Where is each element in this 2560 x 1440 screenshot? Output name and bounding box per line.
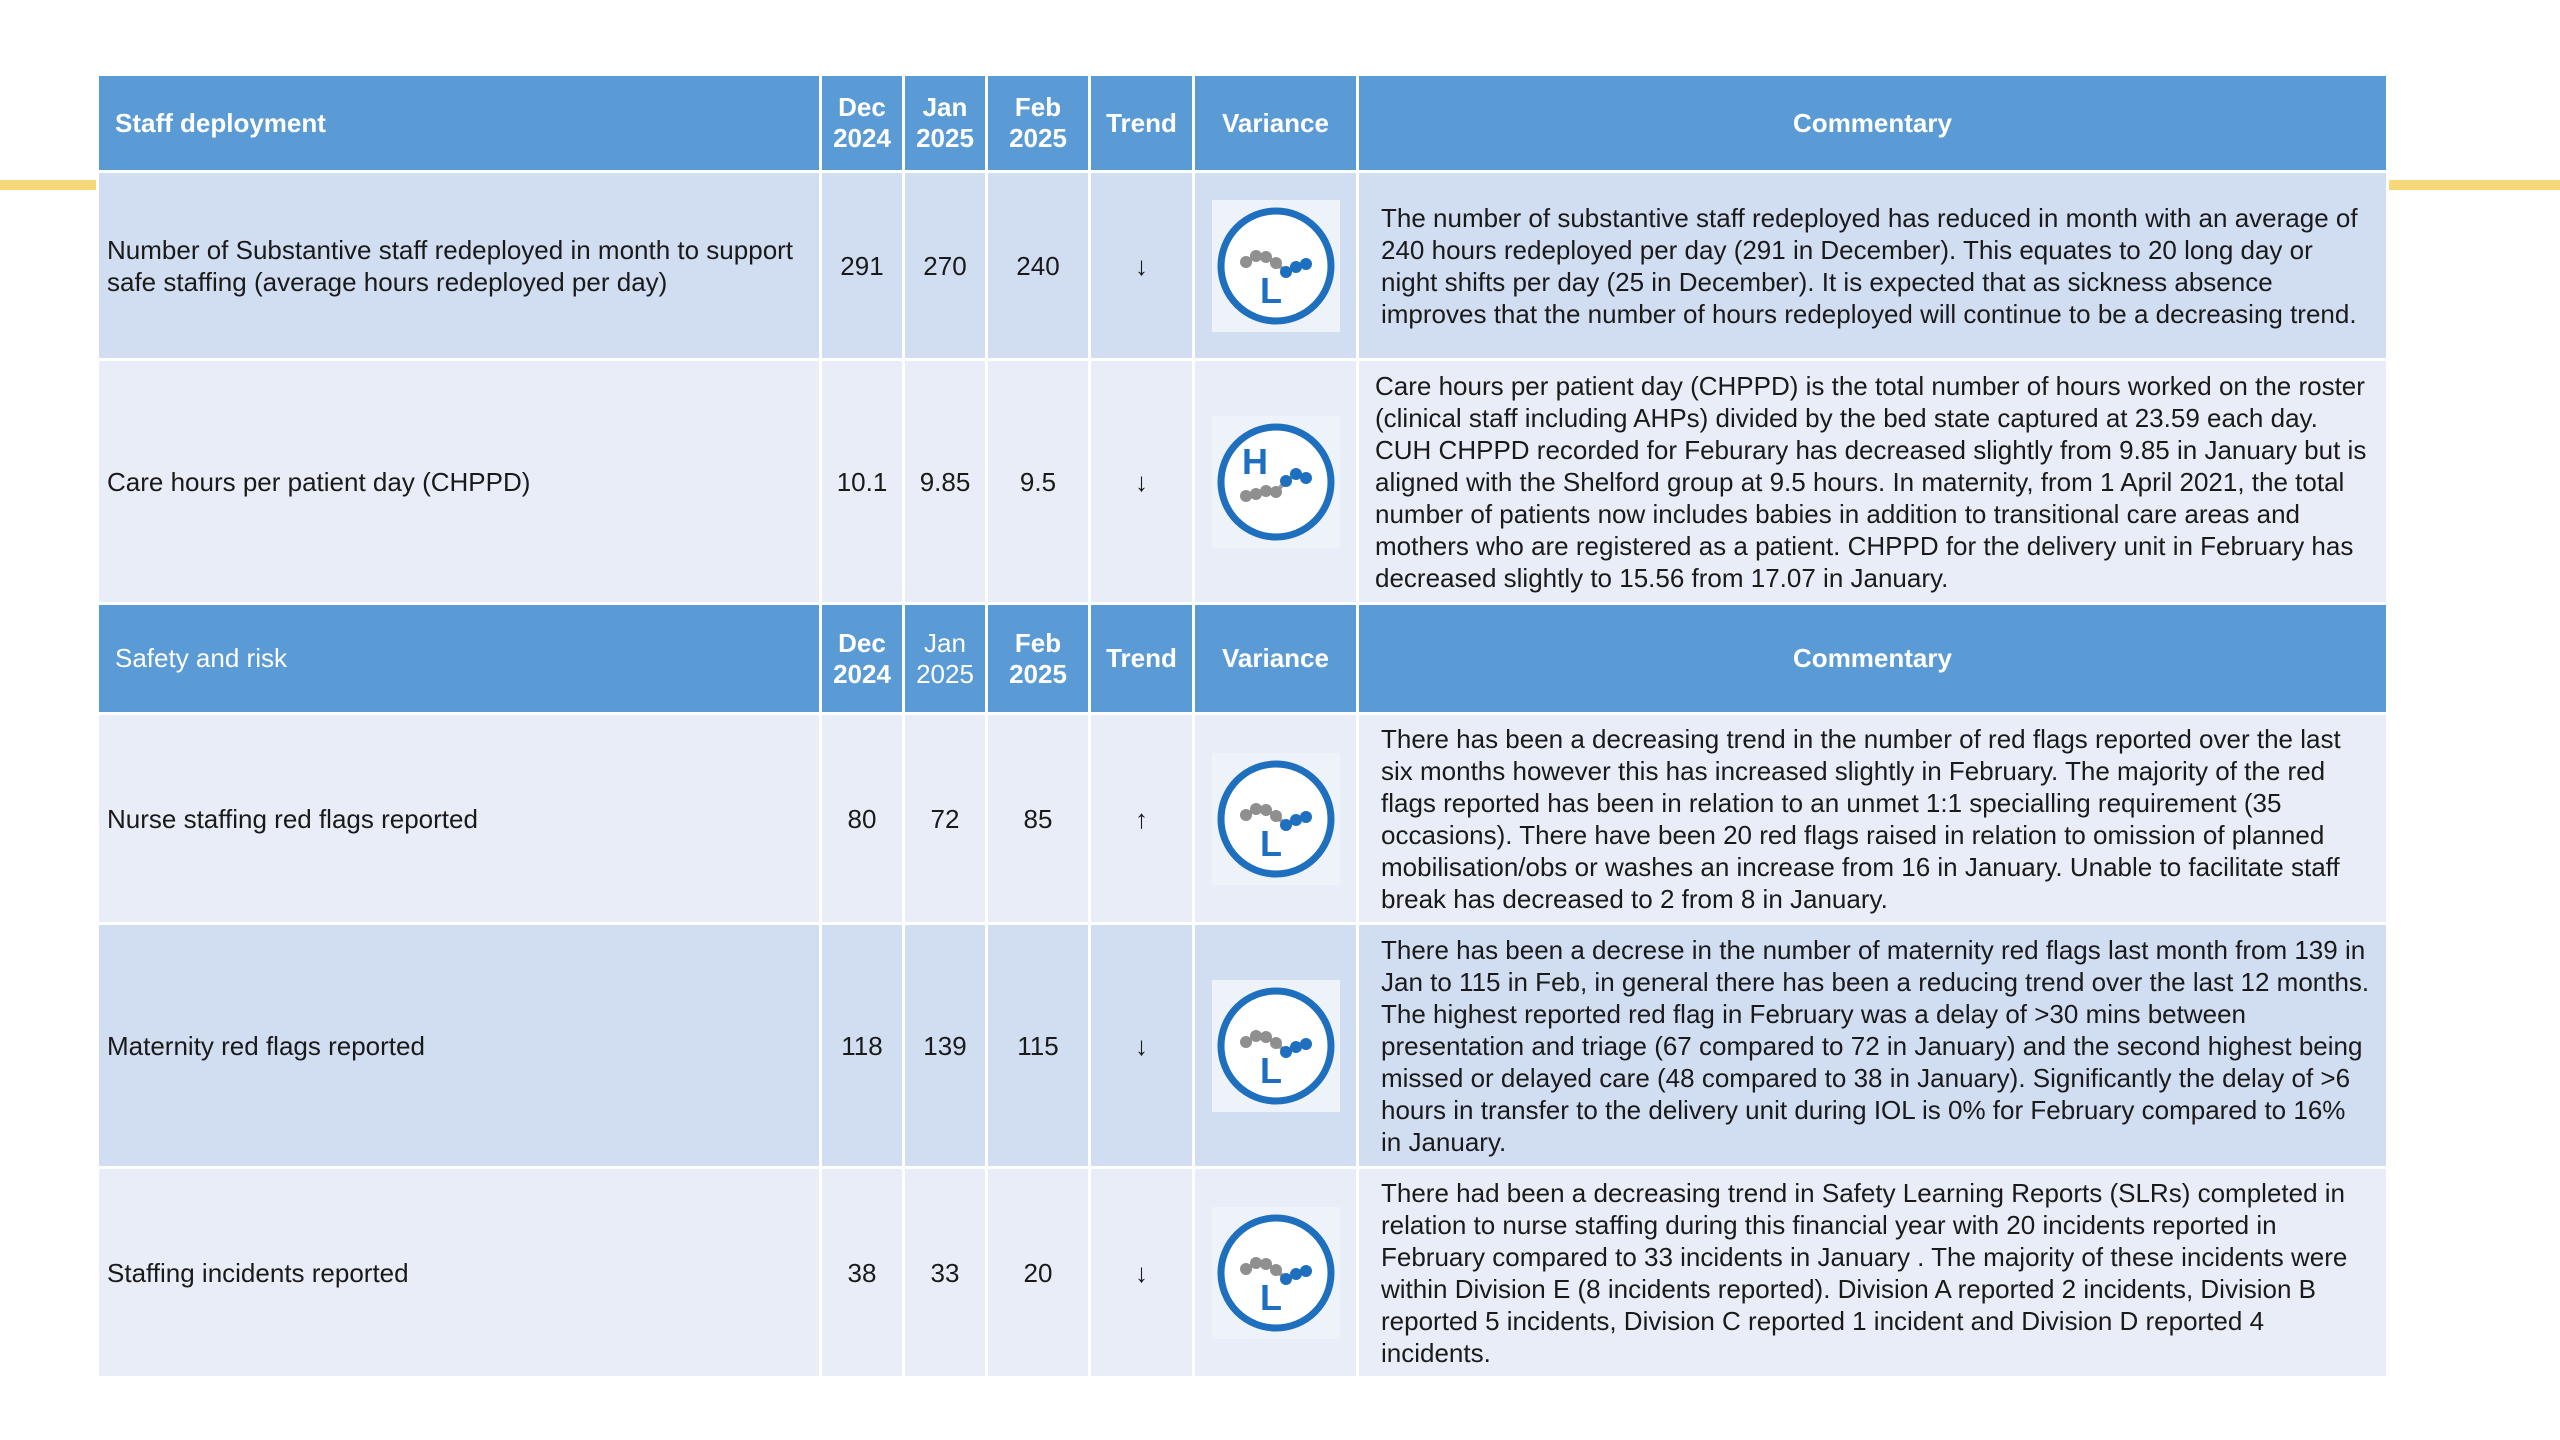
value-dec: 291 <box>821 172 904 360</box>
variance-low-icon <box>1212 1207 1340 1339</box>
section-title: Safety and risk <box>98 604 821 714</box>
col-trend: Trend <box>1090 75 1194 172</box>
table-row <box>98 924 2388 1168</box>
value-feb: 85 <box>987 714 1090 924</box>
section-header-safety-and-risk <box>98 604 2388 714</box>
table-row <box>98 172 2388 360</box>
table-row <box>98 360 2388 604</box>
metric-label: Care hours per patient day (CHPPD) <box>98 360 821 604</box>
metric-label: Number of Substantive staff redeployed in month to support safe staffing (average hours redeployed per day) <box>98 172 821 360</box>
svg-text:L: L <box>1259 1049 1282 1091</box>
value-jan: 9.85 <box>904 360 987 604</box>
col-commentary: Commentary <box>1358 75 2388 172</box>
value-feb: 240 <box>987 172 1090 360</box>
value-dec: 10.1 <box>821 360 904 604</box>
col-variance: Variance <box>1194 604 1358 714</box>
metric-label: Staffing incidents reported <box>98 1168 821 1378</box>
value-feb: 9.5 <box>987 360 1090 604</box>
value-dec: 80 <box>821 714 904 924</box>
col-jan-2025: Jan 2025 <box>904 604 987 714</box>
table-row <box>98 1168 2388 1378</box>
value-dec: 118 <box>821 924 904 1168</box>
decorative-line-left <box>0 180 100 190</box>
commentary-text: There has been a decreasing trend in the number of red flags reported over the last six months however this has increased slightly in February. The majority of the red flags reported has been in relation to an unmet 1:1 specialling requirement (35 occasions). There have been 20 red flags raised in relation to omission of planned mobilisation/obs or washes an increase from 16 in January. Unable to facilitate staff break has decreased to 2 from 8 in January. <box>1358 714 2388 924</box>
staffing-report-table <box>96 73 2389 1379</box>
metric-label: Nurse staffing red flags reported <box>98 714 821 924</box>
commentary-text: The number of substantive staff redeployed has reduced in month with an average of 240 hours redeployed per day (291 in December). This equates to 20 long day or night shifts per day (25 in December). It is expected that as sickness absence improves that the number of hours redeployed will continue to be a decreasing trend. <box>1358 172 2388 360</box>
decorative-line-right <box>2388 180 2560 190</box>
value-dec: 38 <box>821 1168 904 1378</box>
trend-down-arrow: ↓ <box>1090 1168 1194 1378</box>
col-feb-2025: Feb 2025 <box>987 75 1090 172</box>
variance-high-icon <box>1212 416 1340 548</box>
col-variance: Variance <box>1194 75 1358 172</box>
trend-down-arrow: ↓ <box>1090 360 1194 604</box>
trend-down-arrow: ↓ <box>1090 924 1194 1168</box>
commentary-text: Care hours per patient day (CHPPD) is the total number of hours worked on the roster (clinical staff including AHPs) divided by the bed state captured at 23.59 each day. CUH CHPPD recorded for Feburary has decreased slightly from 9.85 in January but is aligned with the Shelford group at 9.5 hours. In maternity, from 1 April 2021, the total number of patients now includes babies in addition to transitional care areas and mothers who are registered as a patient. CHPPD for the delivery unit in February has decreased slightly to 15.56 from 17.07 in January. <box>1358 360 2388 604</box>
value-jan: 139 <box>904 924 987 1168</box>
svg-text:L: L <box>1259 822 1282 864</box>
value-feb: 20 <box>987 1168 1090 1378</box>
col-trend: Trend <box>1090 604 1194 714</box>
trend-up-arrow: ↑ <box>1090 714 1194 924</box>
col-dec-2024: Dec 2024 <box>821 604 904 714</box>
value-jan: 72 <box>904 714 987 924</box>
svg-text:H: H <box>1241 440 1268 482</box>
col-feb-2025: Feb 2025 <box>987 604 1090 714</box>
commentary-text: There has been a decrese in the number of maternity red flags last month from 139 in Jan to 115 in Feb, in general there has been a reducing trend over the last 12 months. The highest reported red flag in February was a delay of >30 mins between presentation and triage (67 compared to 72 in January) and the second highest being missed or delayed care (48 compared to 38 in January). Significantly the delay of >6 hours in transfer to the delivery unit during IOL is 0% for February compared to 16% in January. <box>1358 924 2388 1168</box>
section-title: Staff deployment <box>98 75 821 172</box>
variance-low-icon <box>1212 200 1340 332</box>
table-row <box>98 714 2388 924</box>
variance-low-icon <box>1212 753 1340 885</box>
svg-text:L: L <box>1259 269 1282 311</box>
svg-text:L: L <box>1259 1276 1282 1318</box>
value-jan: 270 <box>904 172 987 360</box>
commentary-text: There had been a decreasing trend in Safety Learning Reports (SLRs) completed in relation to nurse staffing during this financial year with 20 incidents reported in February compared to 33 incidents in January . The majority of these incidents were within Division E (8 incidents reported). Division A reported 2 incidents, Division B reported 5 incidents, Division C reported 1 incident and Division D reported 4 incidents. <box>1358 1168 2388 1378</box>
value-jan: 33 <box>904 1168 987 1378</box>
metric-label: Maternity red flags reported <box>98 924 821 1168</box>
section-header-staff-deployment <box>98 75 2388 172</box>
col-dec-2024: Dec 2024 <box>821 75 904 172</box>
variance-low-icon <box>1212 980 1340 1112</box>
trend-down-arrow: ↓ <box>1090 172 1194 360</box>
col-jan-2025: Jan 2025 <box>904 75 987 172</box>
value-feb: 115 <box>987 924 1090 1168</box>
col-commentary: Commentary <box>1358 604 2388 714</box>
